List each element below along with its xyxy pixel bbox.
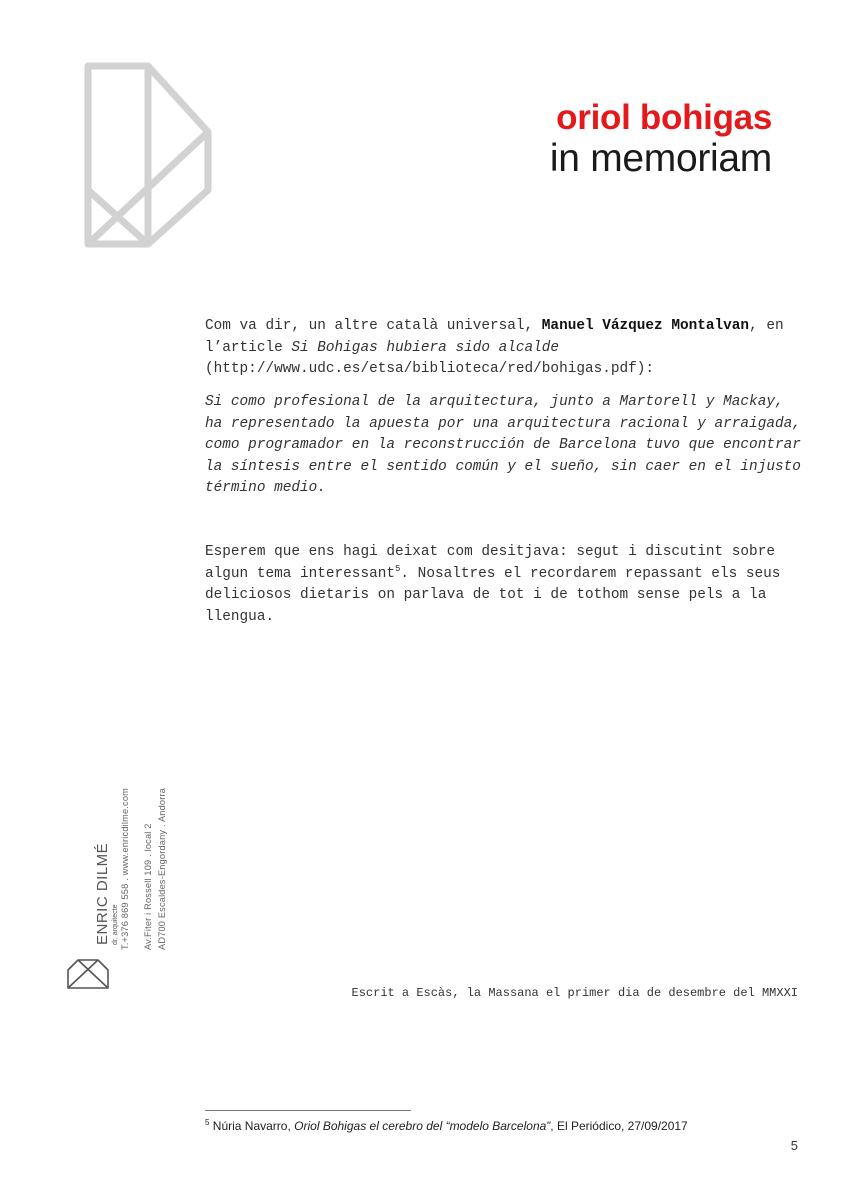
closing-text-a: Esperem que ens hagi deixat com desitjava: segut i discutint sobre algun tema interessant bbox=[205, 544, 775, 582]
sidebar-logo-icon bbox=[66, 958, 110, 990]
paragraph-closing bbox=[205, 542, 805, 628]
intro-text: Com va dir, un altre català universal, bbox=[205, 318, 542, 334]
footnote-title: Oriol Bohigas el cerebro del “modelo Barcelona” bbox=[294, 1119, 551, 1133]
sidebar-name bbox=[95, 843, 120, 945]
closing-text-b: . Nosaltres el recordarem repassant els seus deliciosos dietaris on parlava de tot i de tothom sense pels a la llengua. bbox=[205, 565, 781, 625]
article-url: (http://www.udc.es/etsa/biblioteca/red/bohigas.pdf): bbox=[205, 361, 655, 377]
title-subtitle: in memoriam bbox=[549, 137, 772, 180]
quote-text: Si como profesional de la arquitectura, junto a Martorell y Mackay, ha representado la apuesta por una arquitectura racional y arraigada, como programador en la reconstrucción de Barcelona tuvo que encontrar la síntesis entre el sentido común y el sueño, sin caer en el injusto término medio. bbox=[205, 394, 801, 496]
footnote-number: 5 bbox=[205, 1118, 210, 1127]
footnote-ref: 5 bbox=[395, 563, 401, 574]
footnote-source: , El Periódico, 27/09/2017 bbox=[550, 1119, 688, 1133]
intro-mid-text: , en l’article bbox=[205, 318, 784, 356]
sidebar-address: Av.Fiter i Rossell 109 . local 2 bbox=[143, 823, 153, 950]
page-number: 5 bbox=[790, 1138, 798, 1153]
footnote-divider bbox=[205, 1110, 411, 1111]
architect-logo-icon bbox=[82, 60, 214, 250]
title-name: oriol bohigas bbox=[556, 98, 772, 137]
signoff: Escrit a Escàs, la Massana el primer dia de desembre del MMXXI bbox=[351, 986, 798, 1000]
author-name: Manuel Vázquez Montalvan bbox=[541, 318, 750, 334]
architect-name: ENRIC DILMÉ bbox=[94, 842, 111, 945]
sidebar-contact: T.+376 869 558 . www.enricdilme.com bbox=[120, 788, 130, 950]
paragraph-intro bbox=[205, 316, 805, 381]
architect-title: dr. arquitecte bbox=[112, 904, 119, 945]
footnote bbox=[205, 1118, 688, 1133]
quote-paragraph bbox=[205, 392, 805, 500]
article-title: Si Bohigas hubiera sido alcalde bbox=[291, 339, 560, 356]
footnote-author: Núria Navarro, bbox=[209, 1119, 295, 1133]
title-block bbox=[550, 98, 772, 180]
sidebar-city: AD700 Escaldes-Engordany . Andorra bbox=[157, 787, 167, 950]
